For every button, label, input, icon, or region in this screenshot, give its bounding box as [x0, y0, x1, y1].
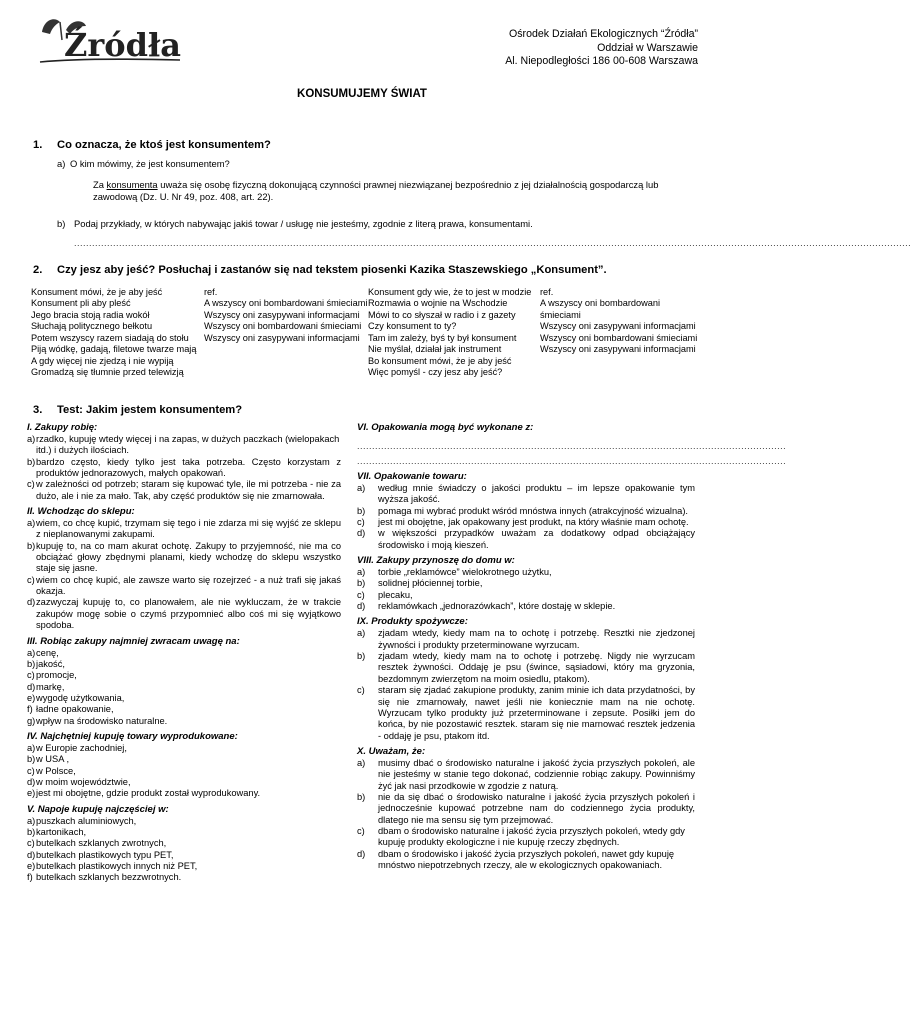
- answer-option[interactable]: [27, 704, 341, 715]
- option-key: a): [27, 518, 36, 529]
- answer-option[interactable]: [27, 743, 341, 754]
- lyric-line: Wszyscy oni zasypywani informacjami: [204, 332, 360, 343]
- option-text: staram się zjadać zakupione produkty, zanim minie ich data przydatności, by się nie zmarnowały, nawet jeśli nie koniecznie mam na nie ochotę. Wyrzucam tylko produkty już przeterminowane i zepsute. Posiłki jem do końca, by nie pozostawić resztek. staram się nie marnować resztek jedzenia - oddaję je psu, ptakom itd.: [378, 685, 695, 741]
- option-text: wiem co chcę kupić, ale zawsze warto się rozejrzeć - a nuż trafi się jakaś okazja.: [36, 574, 341, 597]
- option-key: e): [27, 788, 36, 799]
- option-key: f): [27, 872, 33, 883]
- option-text: w USA ,: [36, 754, 70, 765]
- answer-option[interactable]: [27, 872, 341, 883]
- answer-option[interactable]: [27, 479, 341, 502]
- option-text: wygodę użytkowania,: [36, 692, 125, 703]
- option-key: b): [357, 791, 366, 802]
- question-VII-title: VII. Opakowanie towaru:: [357, 471, 467, 482]
- section-2-heading: Czy jesz aby jeść? Posłuchaj i zastanów się nad tekstem piosenki Kazika Staszewskiego „Konsument”.: [57, 264, 607, 276]
- lyric-line: Wszyscy oni zasypywani informacjami: [540, 344, 696, 355]
- option-text: wpływ na środowisko naturalne.: [36, 715, 168, 726]
- option-text: w moim województwie,: [36, 776, 131, 787]
- answer-option[interactable]: [357, 651, 695, 685]
- answer-option[interactable]: [357, 758, 695, 792]
- logo-graphic: [30, 12, 190, 72]
- option-text: w większości przypadków uważam za dodatkowy odpad obciążający środowisko i moją kieszeń.: [378, 528, 695, 550]
- answer-option[interactable]: [27, 541, 341, 575]
- question-III-title: III. Robiąc zakupy najmniej zwracam uwagę na:: [27, 635, 240, 647]
- option-text: jest mi obojętne, jak opakowany jest produkt, na który właśnie mam ochotę.: [378, 517, 689, 528]
- option-key: b): [357, 578, 366, 589]
- option-key: c): [27, 765, 35, 776]
- consumer-definition: [93, 179, 698, 202]
- lyric-line: A wszyscy oni bombardowani śmieciami: [204, 298, 368, 309]
- question-1b-label: b): [57, 218, 66, 229]
- option-key: d): [27, 681, 36, 692]
- lyrics-column-1: [31, 287, 196, 379]
- option-key: b): [27, 456, 36, 467]
- option-key: d): [27, 849, 36, 860]
- option-text: musimy dbać o środowisko naturalne i jakość życia przyszłych pokoleń, ale nie jesteśmy w stanie tego dokonać, codziennie robiąc zakupy. Powinniśmy żyć jak nasi przodkowie w zgodzie z naturą.: [378, 757, 695, 791]
- option-key: b): [27, 658, 36, 669]
- option-text: puszkach aluminiowych,: [36, 815, 137, 826]
- option-key: a): [357, 757, 366, 768]
- option-key: c): [27, 479, 35, 490]
- answer-option[interactable]: [357, 601, 695, 612]
- answer-option[interactable]: [357, 578, 695, 589]
- lyric-line: Konsument gdy wie, że to jest w modzie: [368, 287, 532, 297]
- option-text: dbam o środowisko naturalne i jakość życia przyszłych pokoleń, wtedy gdy kupuję produkty ekologiczne i nie kupuję rzeczy zbędnych.: [378, 825, 685, 848]
- option-text: jakość,: [36, 658, 65, 669]
- organization-address: [505, 28, 698, 69]
- option-key: c): [27, 574, 35, 585]
- option-text: butelkach szklanych bezzwrotnych.: [36, 872, 182, 883]
- lyric-line: Tam im zależy, byś ty był konsument: [368, 332, 517, 343]
- question-II-title: II. Wchodząc do sklepu:: [27, 506, 135, 518]
- answer-option[interactable]: [27, 693, 341, 704]
- option-key: a): [27, 815, 36, 826]
- option-text: w Europie zachodniej,: [36, 742, 127, 753]
- question-X-title: X. Uważam, że:: [357, 745, 426, 757]
- lyric-line: Czy konsument to ty?: [368, 321, 457, 332]
- lyric-line: Wszyscy oni bombardowani śmieciami: [540, 332, 698, 343]
- answer-option[interactable]: [27, 827, 341, 838]
- option-key: c): [27, 670, 35, 681]
- option-key: a): [357, 628, 366, 639]
- def-post: uważa się osobę fizyczną dokonującą czynności prawnej niezwiązanej bezpośrednio z jej działalnością gospodarczą lub zawodową (Dz. U. Nr 49, poz. 408, art. 22).: [93, 179, 659, 202]
- option-text: jest mi obojętne, gdzie produkt został wyprodukowany.: [36, 788, 261, 799]
- option-key: a): [357, 483, 366, 493]
- option-key: b): [357, 505, 366, 516]
- option-text: butelkach plastikowych innych niż PET,: [36, 861, 198, 871]
- option-text: zjadam wtedy, kiedy mam na to ochotę i potrzebę. Nigdy nie wyrzucam resztek żywności. Oddaję je psu (śwince, sąsiadowi, który ma gryzonia, bezdomnym zwierzętom na moim osiedlu, ptakom).: [378, 651, 695, 684]
- option-key: b): [357, 651, 366, 662]
- lyric-line: Więc pomyśl - czy jesz aby jeść?: [368, 367, 503, 378]
- option-key: e): [27, 861, 36, 871]
- option-text: cenę,: [36, 647, 59, 658]
- option-text: solidnej płóciennej torbie,: [378, 578, 483, 589]
- option-text: pomaga mi wybrać produkt wśród mnóstwa innych (atrakcyjność wizualna).: [378, 505, 689, 516]
- lyric-line: śmieciami: [540, 309, 581, 320]
- option-text: zjadam wtedy, kiedy mam na to ochotę i potrzebę. Resztki nie zjedzonej żywności i produkty przeterminowane wyrzucam.: [378, 628, 695, 650]
- answer-option[interactable]: [357, 826, 695, 849]
- section-1-number: 1.: [33, 139, 43, 151]
- answer-option[interactable]: [357, 528, 695, 551]
- option-text: ładne opakowanie,: [36, 704, 114, 715]
- answer-option[interactable]: [27, 788, 341, 799]
- question-1a: O kim mówimy, że jest konsumentem?: [70, 158, 230, 169]
- lyric-line: Piją wódkę, gadają, filetowe twarze mają: [31, 344, 197, 355]
- option-key: a): [27, 742, 36, 753]
- answer-option[interactable]: [27, 518, 341, 541]
- section-1-heading: Co oznacza, że ktoś jest konsumentem?: [57, 139, 271, 151]
- test-right-column: [357, 422, 787, 871]
- org-name: Ośrodek Działań Ekologicznych “Źródła”: [509, 28, 698, 40]
- option-text: rzadko, kupuję wtedy więcej i na zapas, w dużych paczkach (wielopakach itd.) i dużych ilościach.: [36, 434, 340, 456]
- lyric-line: ref.: [540, 287, 554, 297]
- option-key: f): [27, 704, 33, 715]
- answer-option[interactable]: [27, 816, 341, 827]
- lyric-line: Nie myślał, działał jak instrument: [368, 344, 502, 355]
- option-key: c): [357, 685, 365, 696]
- answer-option[interactable]: [27, 659, 341, 670]
- answer-option[interactable]: [27, 850, 341, 861]
- answer-option[interactable]: [27, 597, 341, 631]
- lyric-line: Wszyscy oni zasypywani informacjami: [204, 309, 360, 320]
- answer-option[interactable]: [27, 575, 341, 598]
- option-key: b): [27, 540, 36, 551]
- answer-option[interactable]: [357, 792, 695, 826]
- section-3-number: 3.: [33, 404, 43, 416]
- option-key: c): [357, 517, 365, 528]
- option-key: a): [27, 434, 36, 444]
- page-title: KONSUMUJEMY ŚWIAT: [297, 88, 427, 100]
- org-address: Al. Niepodległości 186 00-608 Warszawa: [505, 55, 698, 67]
- option-text: wiem, co chcę kupić, trzymam się tego i nie zdarza mi się wyjść ze sklepu z nieplanowanymi zakupami.: [36, 518, 341, 540]
- option-key: a): [357, 567, 366, 578]
- answer-option[interactable]: [27, 838, 341, 849]
- answer-option[interactable]: [27, 766, 341, 777]
- option-key: d): [27, 597, 36, 608]
- def-word: konsumenta: [106, 179, 158, 190]
- option-text: reklamówkach „jednorazówkach”, które dostaję w sklepie.: [378, 601, 616, 612]
- section-2-number: 2.: [33, 264, 43, 276]
- answer-option[interactable]: [27, 777, 341, 788]
- section-3-heading: Test: Jakim jestem konsumentem?: [57, 404, 243, 416]
- option-key: a): [27, 647, 36, 658]
- answer-option[interactable]: [27, 716, 341, 727]
- logo-stem: [60, 22, 62, 40]
- option-key: d): [357, 848, 366, 859]
- answer-option[interactable]: [357, 628, 695, 651]
- option-key: g): [27, 715, 36, 726]
- lyric-line: Mówi to co słyszał w radio i z gazety: [368, 309, 516, 320]
- option-key: b): [27, 826, 36, 837]
- lyric-line: Konsument mówi, że je aby jeść: [31, 287, 163, 297]
- lyric-line: Gromadzą się tłumnie przed telewizją: [31, 367, 184, 378]
- answer-option[interactable]: [27, 754, 341, 765]
- org-branch: Oddział w Warszawie: [597, 41, 698, 54]
- question-V-title: V. Napoje kupuję najczęściej w:: [27, 803, 169, 815]
- answer-option[interactable]: [357, 685, 695, 742]
- option-text: kartonikach,: [36, 826, 87, 837]
- question-1a-label: a): [57, 158, 66, 169]
- question-I-title: I. Zakupy robię:: [27, 422, 98, 433]
- option-key: d): [357, 601, 366, 612]
- logo: [30, 12, 190, 72]
- logo-leaf-left: [42, 19, 60, 34]
- lyrics-column-3: [368, 287, 531, 379]
- answer-option[interactable]: [27, 648, 341, 659]
- option-text: butelkach szklanych zwrotnych,: [36, 838, 167, 849]
- question-VI-title: VI. Opakowania mogą być wykonane z:: [357, 422, 534, 433]
- option-text: według mnie świadczy o jakości produktu – im lepsze opakowanie tym wyższa jakość.: [378, 483, 695, 505]
- option-text: butelkach plastikowych typu PET,: [36, 849, 174, 860]
- lyrics-column-4: [540, 287, 697, 356]
- option-key: e): [27, 692, 36, 703]
- answer-option[interactable]: [27, 861, 341, 872]
- lyrics-column-2: [204, 287, 367, 344]
- option-text: w Polsce,: [36, 765, 76, 776]
- lyric-line: Wszyscy oni zasypywani informacjami: [540, 321, 696, 332]
- option-text: nie da się dbać o środowisko naturalne i jakość życia przyszłych pokoleń i jednocześnie kupować potrzebne nam do codziennego życia produkty, dlatego nie ma sensu się tym przejmować.: [378, 791, 695, 825]
- answer-option[interactable]: [357, 567, 695, 578]
- option-text: promocje,: [36, 670, 77, 681]
- def-pre: Za: [93, 179, 107, 190]
- answer-option[interactable]: [357, 517, 695, 528]
- option-key: c): [357, 825, 365, 836]
- lyric-line: Rozmawia o wojnie na Wschodzie: [368, 298, 508, 309]
- answer-line-VI-2[interactable]: ...............................................................................................................................................: [357, 456, 787, 466]
- answer-option[interactable]: [357, 590, 695, 601]
- lyric-line: Jego bracia stoją radia wokół: [31, 309, 150, 320]
- option-text: w zależności od potrzeb; staram się kupować tyle, ile mi potrzeba - nie za dużo, ale i nie za mało. Tak, aby część produktów się nie zmarnowała.: [36, 479, 341, 501]
- option-text: zazwyczaj kupuję to, co planowałem, ale nie wykluczam, że w trakcie zakupów mogę sobie o czymś przypomnieć albo coś mi się wyjątkowo spodoba.: [36, 597, 341, 631]
- lyric-line: Konsument pli aby pleść: [31, 298, 131, 309]
- option-key: d): [357, 528, 366, 539]
- question-1b: Podaj przykłady, w których nabywając jakiś towar / usługę nie jesteśmy, zgodnie z literą prawa, konsumentami.: [74, 218, 533, 229]
- question-IX-title: IX. Produkty spożywcze:: [357, 616, 468, 628]
- option-key: d): [27, 776, 36, 787]
- answer-line-VI-1[interactable]: ...............................................................................................................................................: [357, 441, 787, 451]
- answer-option[interactable]: [27, 434, 341, 457]
- test-left-column: [27, 422, 341, 884]
- answer-option[interactable]: [27, 682, 341, 693]
- question-VIII-title: VIII. Zakupy przynoszę do domu w:: [357, 555, 515, 567]
- answer-line-1b[interactable]: .......................................................................................................................................................................................................................................................................................: [74, 238, 911, 248]
- question-IV-title: IV. Najchętniej kupuję towary wyprodukowane:: [27, 730, 238, 742]
- answer-option[interactable]: [27, 457, 341, 480]
- answer-option[interactable]: [357, 849, 695, 872]
- lyric-line: A wszyscy oni bombardowani: [540, 298, 661, 309]
- lyric-line: Bo konsument mówi, że je aby jeść: [368, 355, 512, 366]
- option-text: markę,: [36, 681, 65, 692]
- answer-option[interactable]: [27, 670, 341, 681]
- option-text: dbam o środowisko i jakość życia przyszłych pokoleń, nawet gdy kupuję mnóstwo niepotrzebnych rzeczy, ale w ekologicznych opakowaniach.: [378, 848, 675, 870]
- option-key: c): [357, 589, 365, 600]
- lyric-line: Wszyscy oni bombardowani śmieciami: [204, 321, 362, 332]
- option-text: plecaku,: [378, 589, 413, 600]
- logo-text: Źródła: [64, 26, 181, 64]
- lyric-line: ref.: [204, 287, 218, 297]
- option-text: kupuję to, na co mam akurat ochotę. Zakupy to przyjemność, nie ma co obciążać głowy zbędnymi planami, kiedy wchodzę do sklepu wszystko staje się jasne.: [36, 540, 341, 574]
- option-text: torbie „reklamówce” wielokrotnego użytku,: [378, 567, 552, 578]
- lyric-line: Słuchają politycznego bełkotu: [31, 321, 153, 332]
- option-text: bardzo często, kiedy tylko jest taka potrzeba. Często korzystam z produktów jednorazowych, małych opakowań.: [36, 456, 341, 479]
- option-key: b): [27, 754, 36, 765]
- lyric-line: Potem wszyscy razem siadają do stołu: [31, 332, 189, 343]
- lyric-line: A gdy więcej nie zjedzą i nie wypiją: [31, 355, 174, 366]
- answer-option[interactable]: [357, 506, 695, 517]
- option-key: c): [27, 838, 35, 849]
- answer-option[interactable]: [357, 483, 695, 506]
